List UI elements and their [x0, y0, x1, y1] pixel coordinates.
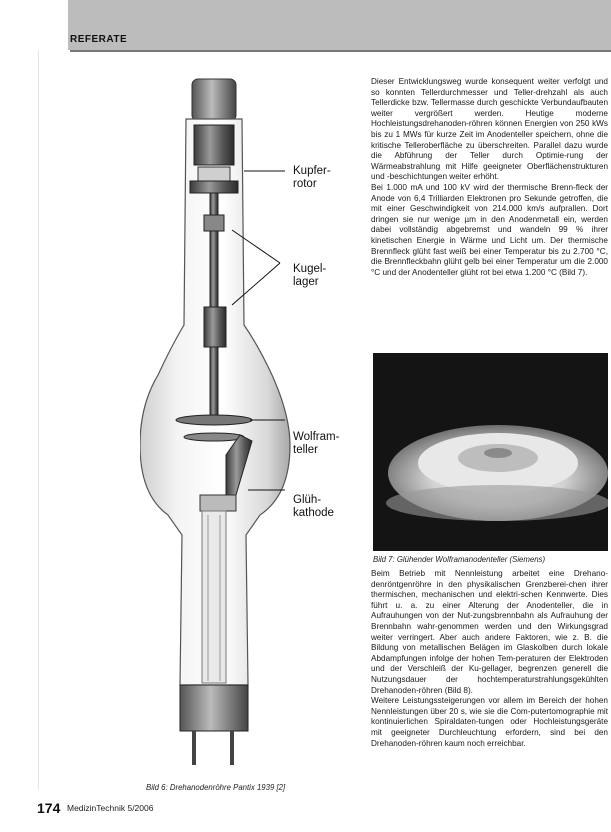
- label-kupferrotor: Kupfer- rotor: [293, 165, 331, 190]
- xray-tube-figure: [140, 75, 360, 795]
- glowing-anode-photo: [373, 353, 608, 551]
- glowing-anode-image: [373, 353, 608, 551]
- page-number: 174: [37, 800, 61, 816]
- photo-caption: Bild 7: Glühender Wolframanodenteller (Siemens): [373, 555, 546, 564]
- article-column-upper: [371, 77, 608, 278]
- paragraph-3: Beim Betrieb mit Nennleistung arbeitet eine Drehano-denröntgenröhre in den physikalischen Grenzberei-chen ihrer thermischen, mechanischen und elektri-schen Kennwerte. Dies führt u. a. zu einer Alterung der Anodenteller, die in Aufrauhungen von der Nut-zungsbrennbahn als Aufrauhung der Brennbahn wahr-genommen werden und den Wirkungsgrad weiter verringert. Aber auch andere Faktoren, wie z. B. die Bildung von metallischen Belägen im Glaskolben durch lokale Abdampfungen infolge der hohen Tem-peraturen der Elektroden und der Verschleiß der Ku-gellager, begrenzen generell die Nutzungsdauer der hochtemperaturstrahlungsgekühlten Drehanoden-röhren (Bild 8).: [371, 569, 608, 695]
- paragraph-4: Weitere Leistungssteigerungen vor allem im Bereich der hohen Nennleistungen über 20 s, wie sie die Com-putertomographie mit kontinuierlichen Spiraldaten-tungen oder Hochleistungsgeräte mit geeigneter Durchleuchtung erfordern, sind bei den Drehanoden-röhren kaum noch erreichbar.: [371, 696, 608, 748]
- label-gluehkathode: Glüh- kathode: [293, 494, 334, 519]
- label-kugellager: Kugel- lager: [293, 263, 327, 288]
- header-gutter: [38, 0, 68, 50]
- article-column-lower: [371, 569, 608, 749]
- header-rule: [70, 50, 611, 52]
- figure-caption: Bild 6: Drehanodenröhre Pantix 1939 [2]: [146, 783, 286, 792]
- label-wolframteller: Wolfram- teller: [293, 431, 340, 456]
- paragraph-2: Bei 1.000 mA und 100 kV wird der thermische Brenn-fleck der Anode von 6,4 Trilliarden Elektronen pro Sekunde getroffen, die mit einer Geschwindigkeit von 214.000 km/s aufprallen. Dort dringen sie nur wenige µm in den Anodenmetall ein, werden dabei vollständig abgebremst und wandeln 99 % ihrer kinetischen Energie in Wärme und Licht um. Der thermische Brennfleck glüht fast weiß bei einer Temperatur bis zu 2.700 °C, die Brennfleckbahn glüht gelb bei einer Temperatur um die 2.000 °C und der Anodenteller glüht rot bei etwa 1.200 °C (Bild 7).: [371, 182, 608, 277]
- paragraph-1: Dieser Entwicklungsweg wurde konsequent weiter verfolgt und so konnten Tellerdurchmesser und Teller-drehzahl als auch Tellerdicke bzw. Tellermasse durch geschickte Verbundaufbauten weiter vergrößert werden. Heutige moderne Hochleistungsdrehanoden-röhren können Energien von 250 kWs bis zu 1 MWs für kurze Zeit im Anodenteller speichern, ohne die kritische Telleroberfläche zu überschreiten. Parallel dazu wurde die Abführung der Teller durch Optimie-rung der Wärmeabstrahlung mit Hilfe geeigneter Oberflächenstrukturen und -beschichtungen weiter erhöht.: [371, 77, 608, 182]
- journal-title: MedizinTechnik 5/2006: [67, 803, 154, 813]
- section-label: REFERATE: [70, 34, 128, 45]
- margin-rule: [38, 50, 39, 790]
